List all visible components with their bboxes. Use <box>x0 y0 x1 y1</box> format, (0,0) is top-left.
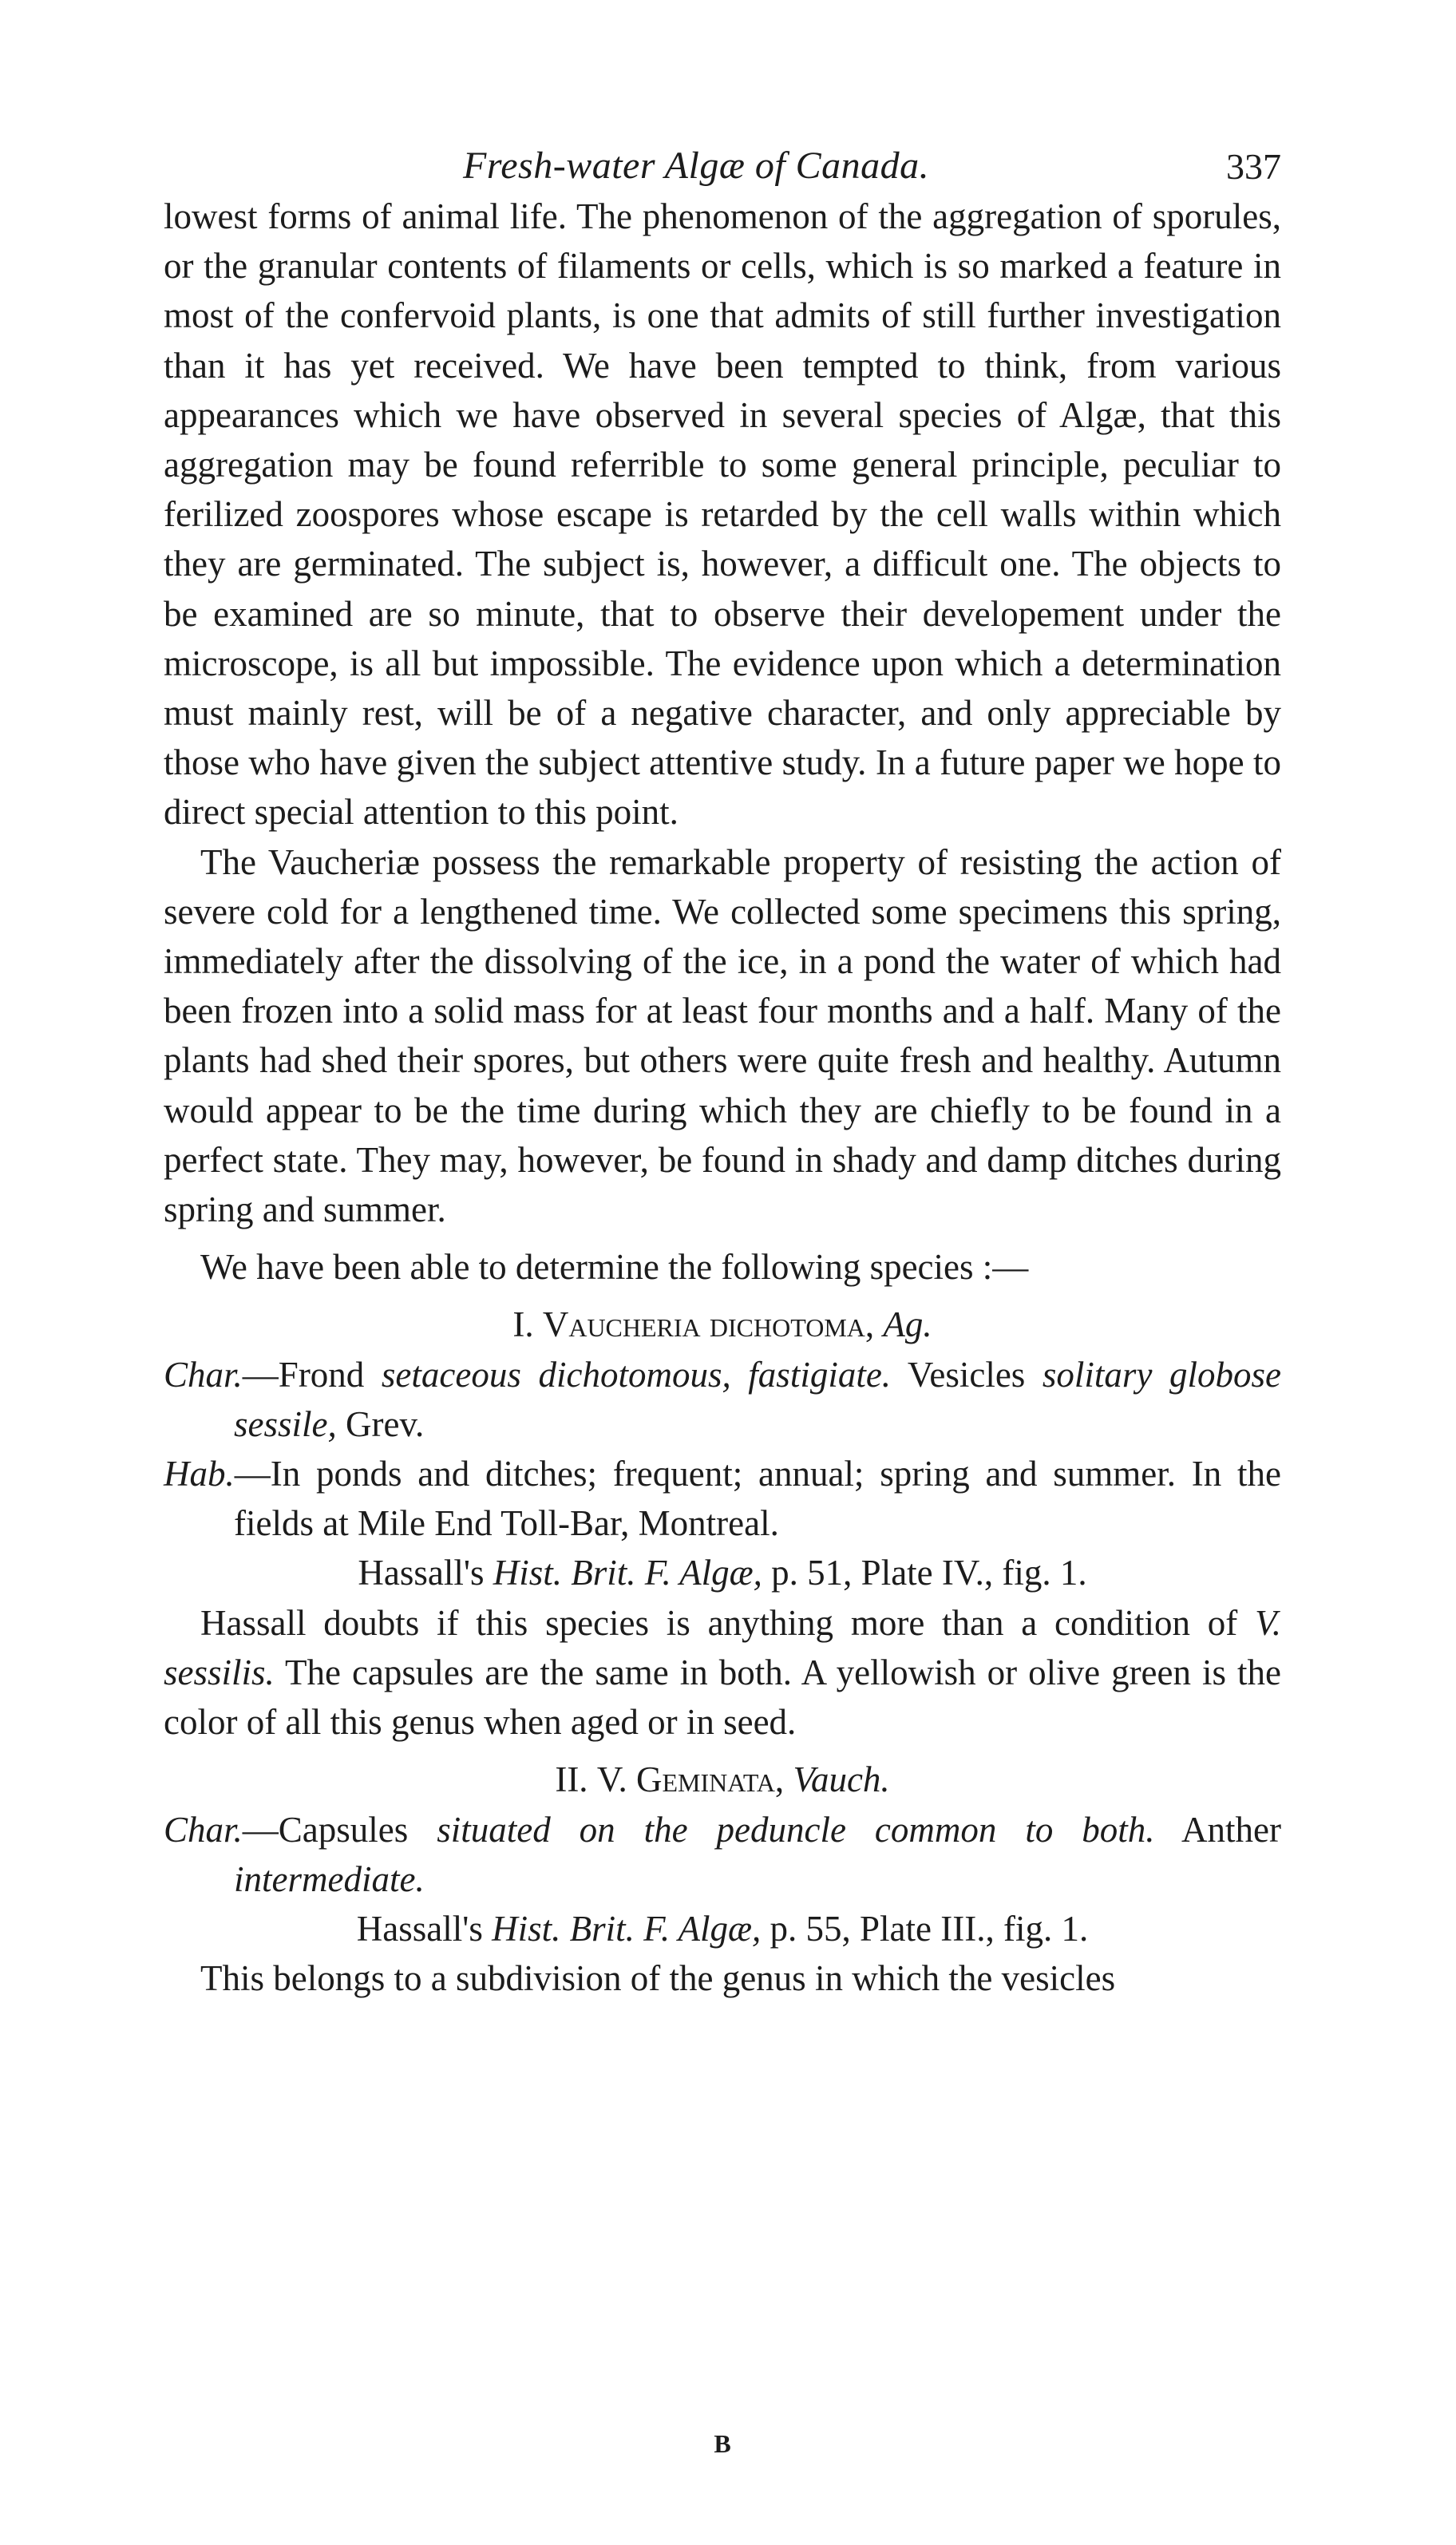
species-1-note <box>164 1598 1281 1747</box>
species-1-note-post: The capsules are the same in both. A yellowish or olive green is the color of all this genus when aged or in seed. <box>164 1652 1281 1743</box>
page-number: 337 <box>1226 146 1281 187</box>
paragraph-vaucheriae: The Vaucheriæ possess the remarkable property of resisting the action of severe cold for a lengthened time. We collected some specimens this spring, immediately after the dissolving of the ice, in a pond the water of which had been frozen into a solid mass for at least four months and a half. Many of the plants had shed their spores, but others were quite fresh and healthy. Autumn would appear to be the time during which they are chiefly to be found in a perfect state. They may, however, be found in shady and damp ditches during spring and summer. <box>164 841 1281 1230</box>
book-page <box>164 120 1281 2459</box>
species-2-character <box>164 1805 1281 1904</box>
running-title: Fresh-water Algæ of Canada. <box>463 144 930 187</box>
body-text <box>164 192 1281 2003</box>
species-2-char-italic: situated on the peduncle common to both. <box>437 1809 1155 1850</box>
species-1-hab-text: —In ponds and ditches; frequent; annual; spring and summer. In the fields at Mile End Toll-Bar, Montreal. <box>234 1454 1281 1544</box>
species-2-ref-post: p. 55, Plate III., fig. 1. <box>761 1908 1089 1949</box>
species-2-name: V. Geminata, <box>596 1759 785 1800</box>
species-heading-1 <box>164 1300 1281 1349</box>
species-2-char-dash: —Capsules <box>242 1809 437 1850</box>
species-2-char-italic2: intermediate. <box>234 1858 425 1899</box>
species-1-reference <box>164 1548 1281 1597</box>
species-1-name: Vaucheria dichotoma, <box>542 1304 875 1345</box>
species-1-char-end: Grev. <box>336 1403 425 1444</box>
species-2-reference <box>164 1904 1281 1953</box>
species-2-authority: Vauch. <box>793 1759 890 1800</box>
species-1-ref-post: p. 51, Plate IV., fig. 1. <box>762 1553 1087 1593</box>
species-1-habitat <box>164 1449 1281 1548</box>
species-2-numeral: II. <box>555 1759 588 1800</box>
species-1-ref-italic: Hist. Brit. F. Algæ, <box>493 1553 762 1593</box>
species-1-char-mid: Vesicles <box>891 1354 1043 1395</box>
species-1-char-label: Char. <box>164 1354 243 1395</box>
paragraph-species-intro: We have been able to determine the following species :— <box>200 1247 1029 1288</box>
species-1-note-italic: V. sessilis. <box>164 1602 1281 1692</box>
species-1-char-italic: setaceous dichotomous, fastigiate. <box>381 1354 892 1395</box>
species-1-authority: Ag. <box>883 1304 932 1345</box>
species-2-ref-italic: Hist. Brit. F. Algæ, <box>492 1908 762 1949</box>
species-1-hab-label: Hab. <box>164 1454 235 1494</box>
species-2-char-mid: Anther <box>1154 1809 1281 1850</box>
signature-mark: B <box>714 2429 731 2458</box>
species-1-char-dash: —Frond <box>242 1354 382 1395</box>
species-1-note-pre: Hassall doubts if this species is anything more than a condition of <box>200 1602 1256 1643</box>
species-1-char-italic2: solitary globose sessile, <box>234 1354 1281 1444</box>
paragraph-aggregation: lowest forms of animal life. The phenomenon of the aggregation of sporules, or the granular contents of filaments or cells, which is so marked a feature in most of the confervoid plants, is one that admits of still further investigation than it has yet received. We have been tempted to think, from various appearances which we have observed in several species of Algæ, that this aggregation may be found referrible to some general principle, peculiar to ferilized zoospores whose escape is retarded by the cell walls within which they are germinated. The subject is, however, a difficult one. The objects to be examined are so minute, that to observe their developement under the microscope, is all but impossible. The evidence upon which a determination must mainly rest, will be of a negative character, and only appreciable by those who have given the subject attentive study. In a future paper we hope to direct special attention to this point. <box>164 196 1281 833</box>
species-2-char-label: Char. <box>164 1809 243 1850</box>
running-head <box>164 120 1281 192</box>
species-1-ref-pre: Hassall's <box>358 1553 493 1593</box>
species-2-ref-pre: Hassall's <box>356 1908 493 1949</box>
species-1-numeral: I. <box>512 1304 534 1345</box>
species-2-note: This belongs to a subdivision of the genus in which the vesicles <box>200 1958 1116 1999</box>
species-heading-2 <box>164 1755 1281 1804</box>
species-1-character <box>164 1350 1281 1449</box>
